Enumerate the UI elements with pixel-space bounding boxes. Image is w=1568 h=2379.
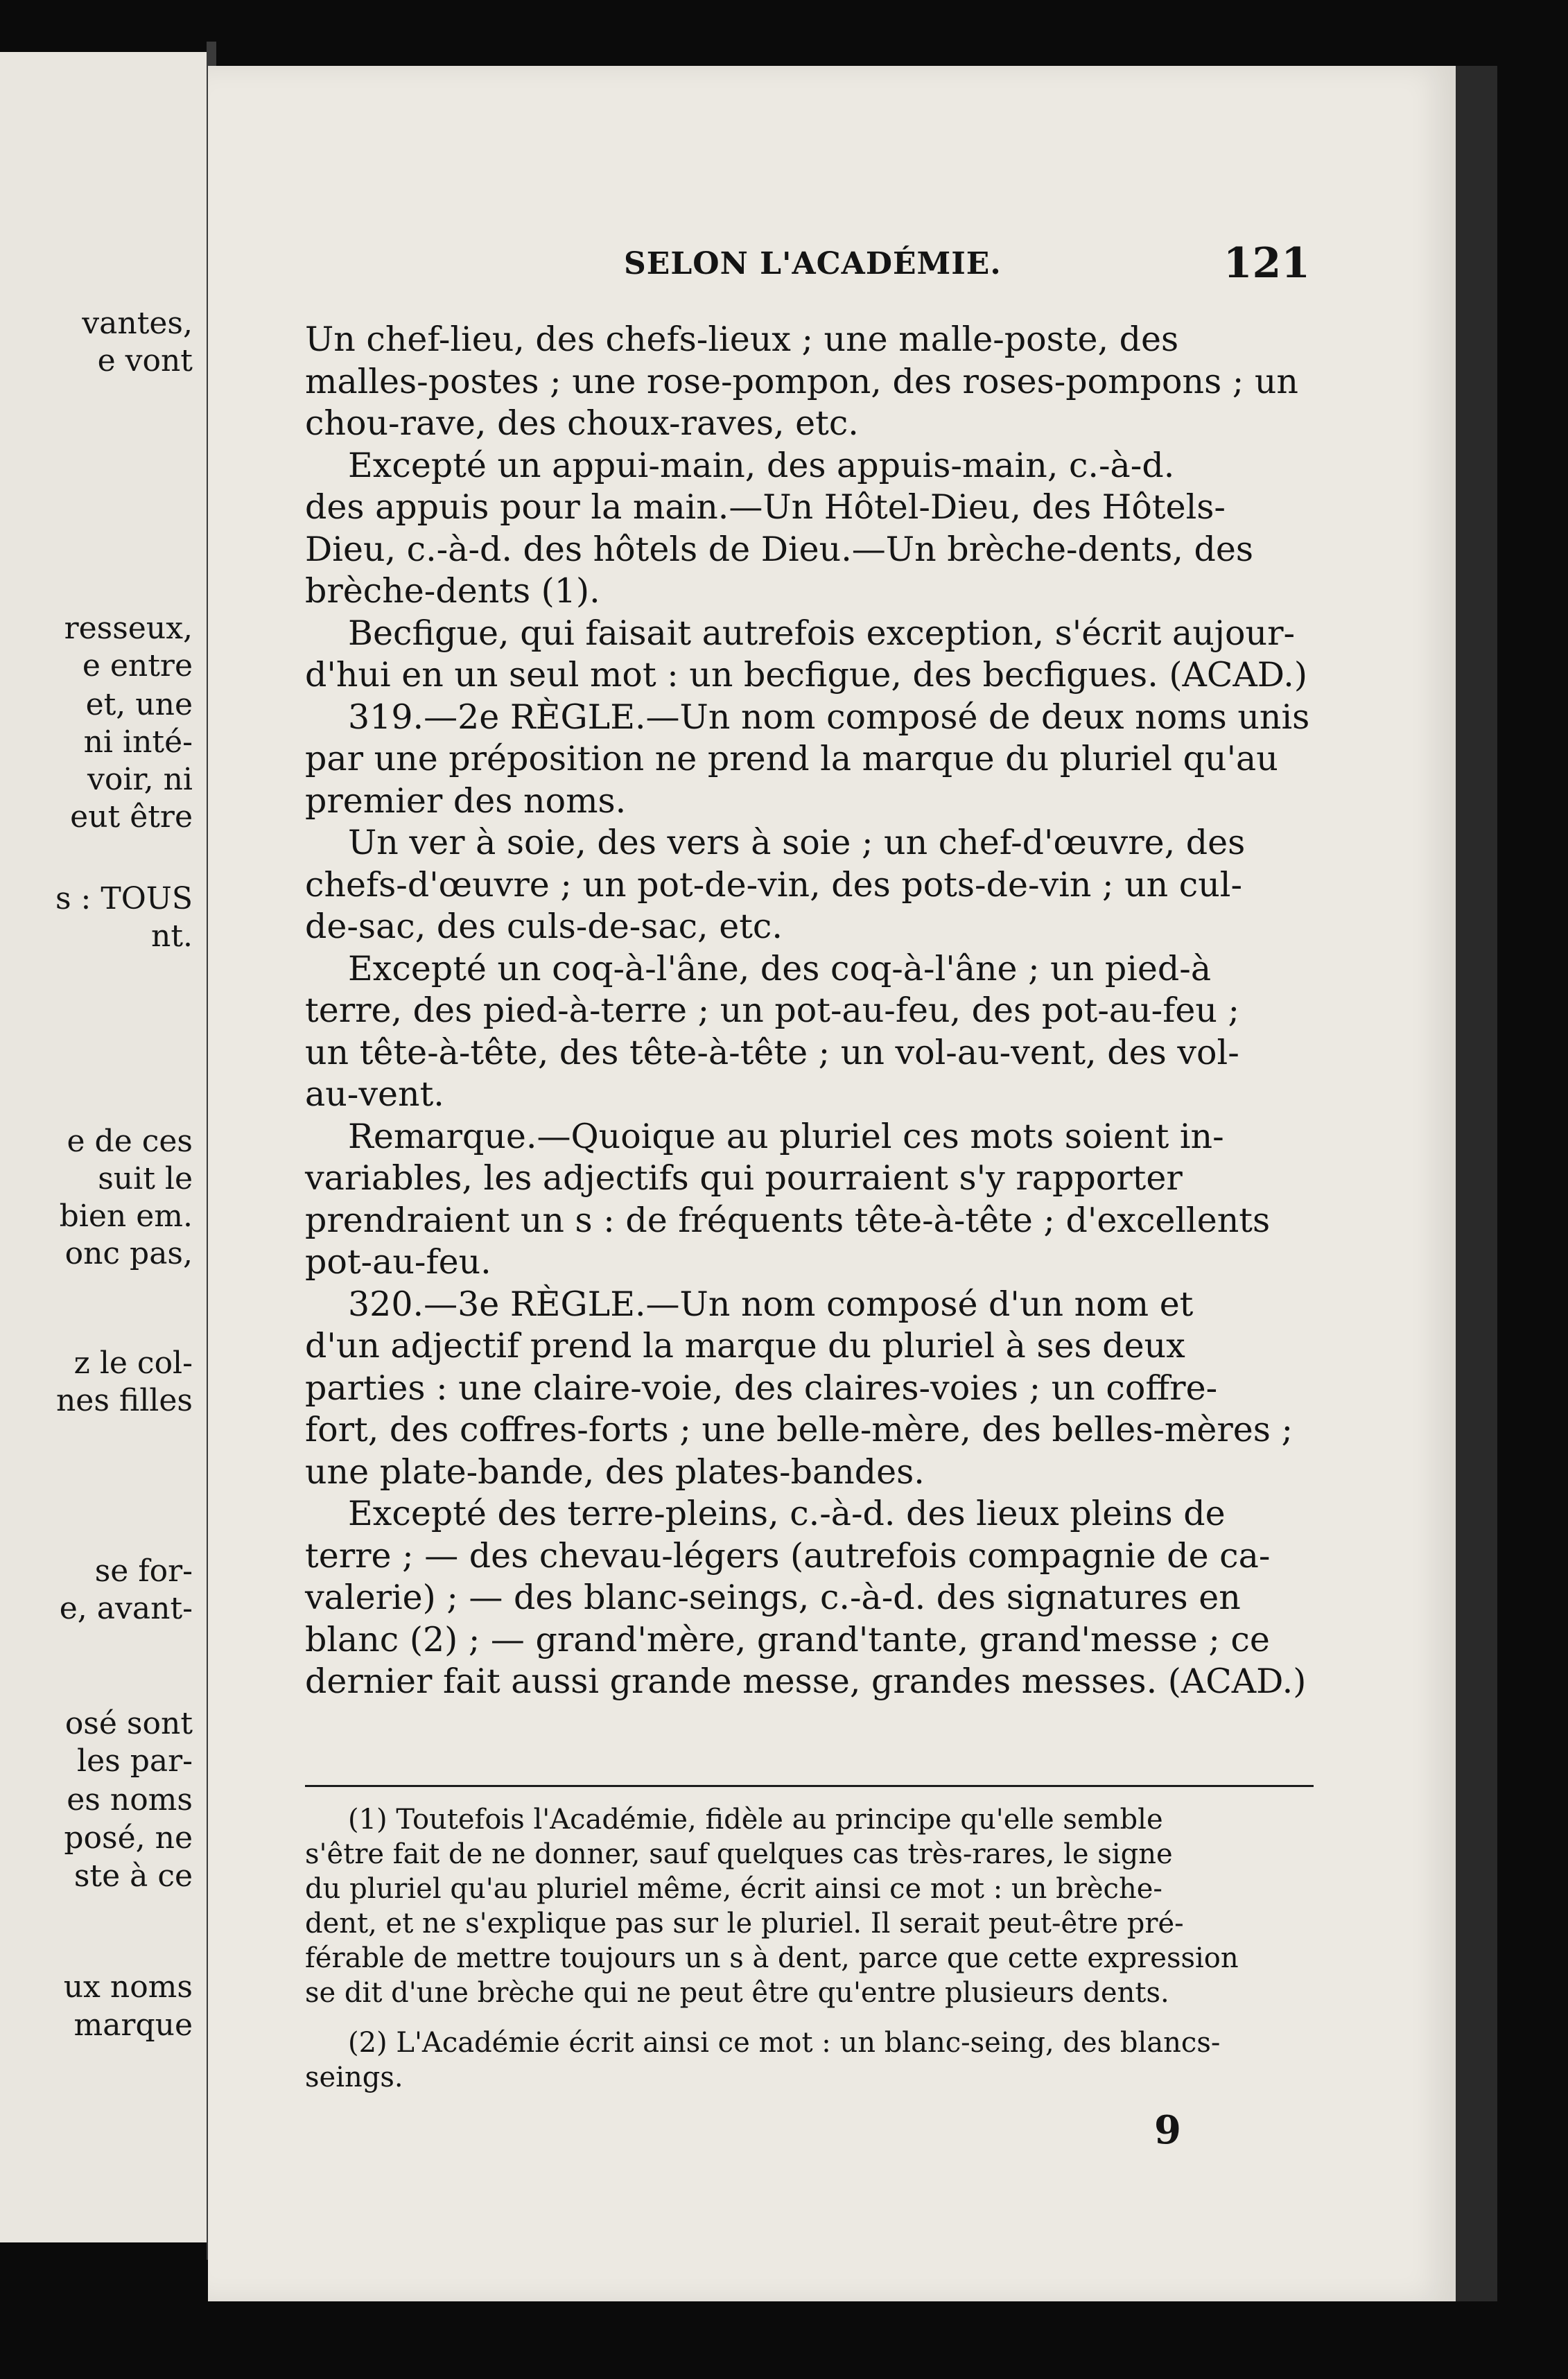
text-line: variables, les adjectifs qui pourraient s'y rapporter	[305, 1158, 1183, 1198]
left-page-line: ste à ce	[73, 1858, 193, 1894]
left-page-line: bien em.	[59, 1199, 193, 1234]
body-text	[305, 319, 1314, 1703]
left-page-line: ni inté-	[83, 724, 193, 760]
left-page-line: resseux,	[64, 611, 193, 646]
text-line: Un chef-lieu, des chefs-lieux ; une malle-poste, des	[305, 320, 1179, 359]
text-line: Becfigue, qui faisait autrefois exception, s'écrit aujour-	[348, 613, 1296, 653]
footnote-line: se dit d'une brèche qui ne peut être qu'entre plusieurs dents.	[305, 1977, 1169, 2009]
text-line: de-sac, des culs-de-sac, etc.	[305, 907, 783, 946]
text-line: dernier fait aussi grande messe, grandes messes. (ACAD.)	[305, 1662, 1307, 1701]
text-line: fort, des coffres-forts ; une belle-mère, des belles-mères ;	[305, 1410, 1293, 1449]
text-line: Remarque.—Quoique au pluriel ces mots soient in-	[348, 1116, 1224, 1156]
text-line: 319.—2e RÈGLE.—Un nom composé de deux noms unis	[348, 697, 1310, 737]
footnote-line: seings.	[305, 2062, 403, 2093]
text-line: par une préposition ne prend la marque du pluriel qu'au	[305, 739, 1278, 778]
footnote-line: férable de mettre toujours un s à dent, parce que cette expression	[305, 1942, 1239, 1974]
text-line: d'un adjectif prend la marque du pluriel à ses deux	[305, 1326, 1185, 1366]
footnote-line: (1) Toutefois l'Académie, fidèle au principe qu'elle semble	[348, 1804, 1163, 1836]
text-line: d'hui en un seul mot : un becfigue, des becfigues. (ACAD.)	[305, 655, 1307, 695]
text-line: Excepté des terre-pleins, c.-à-d. des lieux pleins de	[348, 1494, 1226, 1533]
left-page-line: es noms	[67, 1782, 193, 1818]
left-page-line: ux noms	[63, 1969, 193, 2005]
text-line: Excepté un appui-main, des appuis-main, c.-à-d.	[348, 445, 1175, 485]
text-line: des appuis pour la main.—Un Hôtel-Dieu, des Hôtels-	[305, 487, 1226, 527]
text-line: terre, des pied-à-terre ; un pot-au-feu, des pot-au-feu ;	[305, 991, 1239, 1030]
left-page-line: et, une	[85, 687, 193, 722]
text-line: blanc (2) ; — grand'mère, grand'tante, grand'messe ; ce	[305, 1619, 1270, 1659]
text-line: chefs-d'œuvre ; un pot-de-vin, des pots-de-vin ; un cul-	[305, 864, 1242, 905]
text-line: un tête-à-tête, des tête-à-tête ; un vol-au-vent, des vol-	[305, 1032, 1239, 1072]
left-page-line: voir, ni	[87, 762, 193, 797]
footnote-line: (2) L'Académie écrit ainsi ce mot : un blanc-seing, des blancs-	[348, 2027, 1221, 2059]
footnote-gap	[305, 2010, 1314, 2025]
left-page-line: posé, ne	[64, 1820, 193, 1856]
text-line: premier des noms.	[305, 781, 627, 821]
left-page-line: nes filles	[55, 1383, 193, 1418]
text-line: terre ; — des chevau-légers (autrefois compagnie de ca-	[305, 1535, 1271, 1576]
text-line: Dieu, c.-à-d. des hôtels de Dieu.—Un brèche-dents, des	[305, 529, 1253, 569]
text-line: pot-au-feu.	[305, 1242, 491, 1282]
footnote-line: du pluriel qu'au pluriel même, écrit ainsi ce mot : un brèche-	[305, 1873, 1162, 1905]
text-line: 320.—3e RÈGLE.—Un nom composé d'un nom et	[348, 1284, 1194, 1324]
text-line: une plate-bande, des plates-bandes.	[305, 1452, 925, 1492]
left-page-line: osé sont	[64, 1706, 193, 1741]
text-line: brèche-dents (1).	[305, 571, 600, 611]
left-page-line: eut être	[70, 799, 193, 835]
left-page-line: z le col-	[73, 1345, 193, 1381]
left-page-fragment	[0, 52, 207, 2242]
left-page-line: e de ces	[67, 1124, 193, 1159]
footnote-line: dent, et ne s'explique pas sur le pluriel. Il serait peut-être pré-	[305, 1908, 1184, 1940]
text-line: au-vent.	[305, 1074, 444, 1114]
left-page-line: onc pas,	[64, 1236, 193, 1271]
left-page-line: nt.	[150, 918, 193, 954]
text-line: parties : une claire-voie, des claires-voies ; un coffre-	[305, 1368, 1218, 1408]
page-header	[416, 239, 1310, 295]
left-page-line: se for-	[94, 1553, 193, 1589]
text-line: Excepté un coq-à-l'âne, des coq-à-l'âne ; un pied-à	[348, 948, 1212, 988]
left-page-line: s : TOUS	[55, 881, 193, 916]
left-page-line: e vont	[97, 343, 193, 378]
running-title: SELON L'ACADÉMIE.	[624, 246, 1002, 281]
text-line: prendraient un s : de fréquents tête-à-tête ; d'excellents	[305, 1200, 1271, 1240]
page-number: 121	[1223, 239, 1310, 288]
left-page-line: e entre	[82, 648, 193, 683]
signature-mark: 9	[1154, 2107, 1181, 2153]
footnote-line: s'être fait de ne donner, sauf quelques cas très-rares, le signe	[305, 1838, 1173, 1870]
left-page-line: les par-	[77, 1743, 193, 1779]
left-page-line: suit le	[98, 1161, 193, 1196]
footnotes	[305, 1802, 1314, 2095]
left-page-line: vantes,	[82, 306, 193, 341]
text-line: valerie) ; — des blanc-seings, c.-à-d. des signatures en	[305, 1578, 1241, 1617]
text-line: chou-rave, des choux-raves, etc.	[305, 403, 859, 443]
left-page-line: e, avant-	[59, 1591, 193, 1626]
text-line: malles-postes ; une rose-pompon, des roses-pompons ; un	[305, 361, 1298, 401]
page-edge	[1456, 66, 1497, 2301]
left-page-line: marque	[73, 2007, 193, 2043]
text-line: Un ver à soie, des vers à soie ; un chef-d'œuvre, des	[348, 823, 1246, 862]
footnote-rule	[305, 1785, 1314, 1787]
